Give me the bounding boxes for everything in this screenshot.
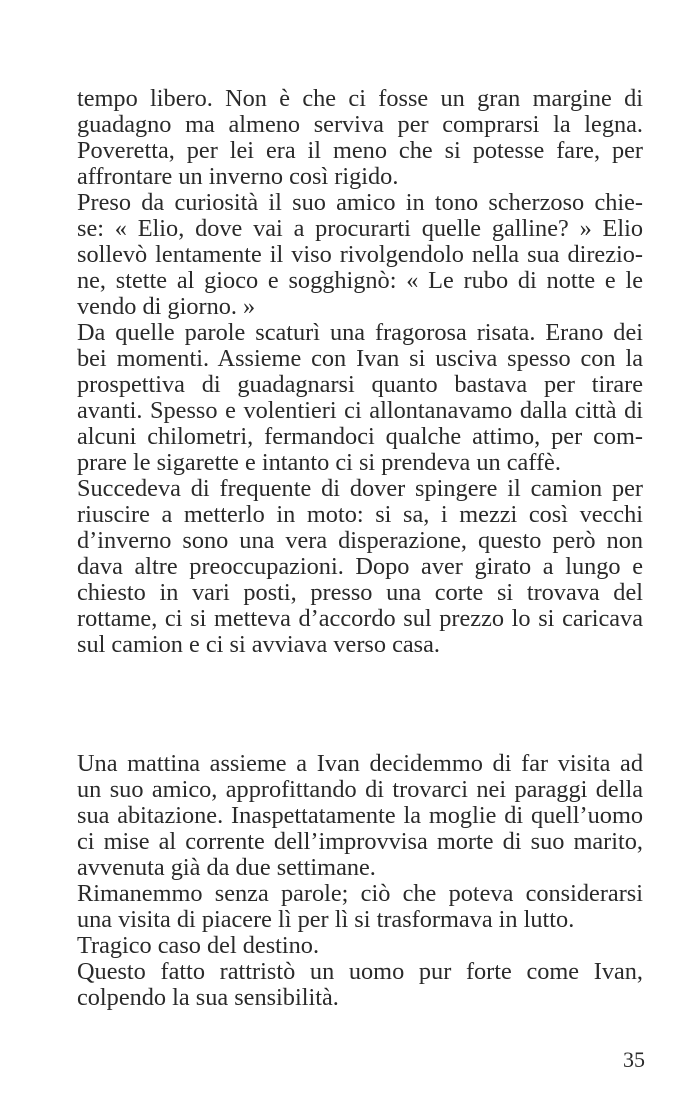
text-line: Poveretta, per lei era il meno che si potesse fare, per xyxy=(77,137,643,164)
text-line: ci mise al corrente dell’improvvisa morte di suo marito, xyxy=(77,828,643,855)
text-line: affrontare un inverno così rigido. xyxy=(77,163,399,190)
text-line: ne, stette al gioco e sogghignò: « Le rubo di notte e le xyxy=(77,267,643,294)
text-line: d’inverno sono una vera disperazione, questo però non xyxy=(77,527,643,554)
text-line: riuscire a metterlo in moto: si sa, i mezzi così vecchi xyxy=(77,501,643,528)
text-line: sollevò lentamente il viso rivolgendolo nella sua direzio- xyxy=(77,241,643,268)
text-line: dava altre preoccupazioni. Dopo aver girato a lungo e xyxy=(77,553,643,580)
text-line: Da quelle parole scaturì una fragorosa risata. Erano dei xyxy=(77,319,643,346)
text-line: Una mattina assieme a Ivan decidemmo di far visita ad xyxy=(77,750,643,777)
text-line: Questo fatto rattristò un uomo pur forte come Ivan, xyxy=(77,958,643,985)
text-line: Tragico caso del destino. xyxy=(77,932,320,959)
text-line: vendo di giorno. » xyxy=(77,293,256,320)
text-line: bei momenti. Assieme con Ivan si usciva spesso con la xyxy=(77,345,643,372)
text-line: avvenuta già da due settimane. xyxy=(77,854,376,881)
text-line: una visita di piacere lì per lì si trasformava in lutto. xyxy=(77,906,575,933)
text-line: colpendo la sua sensibilità. xyxy=(77,984,339,1011)
page-number: 35 xyxy=(623,1047,645,1072)
text-line: Succedeva di frequente di dover spingere il camion per xyxy=(77,475,643,502)
text-line: rottame, ci si metteva d’accordo sul prezzo lo si caricava xyxy=(77,605,643,632)
text-line: prospettiva di guadagnarsi quanto bastava per tirare xyxy=(77,371,643,398)
text-line: se: « Elio, dove vai a procurarti quelle galline? » Elio xyxy=(77,215,643,242)
text-line: sua abitazione. Inaspettatamente la moglie di quell’uomo xyxy=(77,802,643,829)
text-section-2 xyxy=(77,751,643,1011)
text-line: guadagno ma almeno serviva per comprarsi la legna. xyxy=(77,111,643,138)
text-line: Rimanemmo senza parole; ciò che poteva considerarsi xyxy=(77,880,643,907)
text-line: Preso da curiosità il suo amico in tono scherzoso chie- xyxy=(77,189,643,216)
text-line: prare le sigarette e intanto ci si prendeva un caffè. xyxy=(77,449,561,476)
text-line: avanti. Spesso e volentieri ci allontanavamo dalla città di xyxy=(77,397,643,424)
text-line: un suo amico, approfittando di trovarci nei paraggi della xyxy=(77,776,643,803)
text-line: tempo libero. Non è che ci fosse un gran margine di xyxy=(77,85,643,112)
text-section-1 xyxy=(77,86,643,658)
text-line: sul camion e ci si avviava verso casa. xyxy=(77,631,440,658)
text-line: alcuni chilometri, fermandoci qualche attimo, per com- xyxy=(77,423,643,450)
text-line: chiesto in vari posti, presso una corte si trovava del xyxy=(77,579,643,606)
